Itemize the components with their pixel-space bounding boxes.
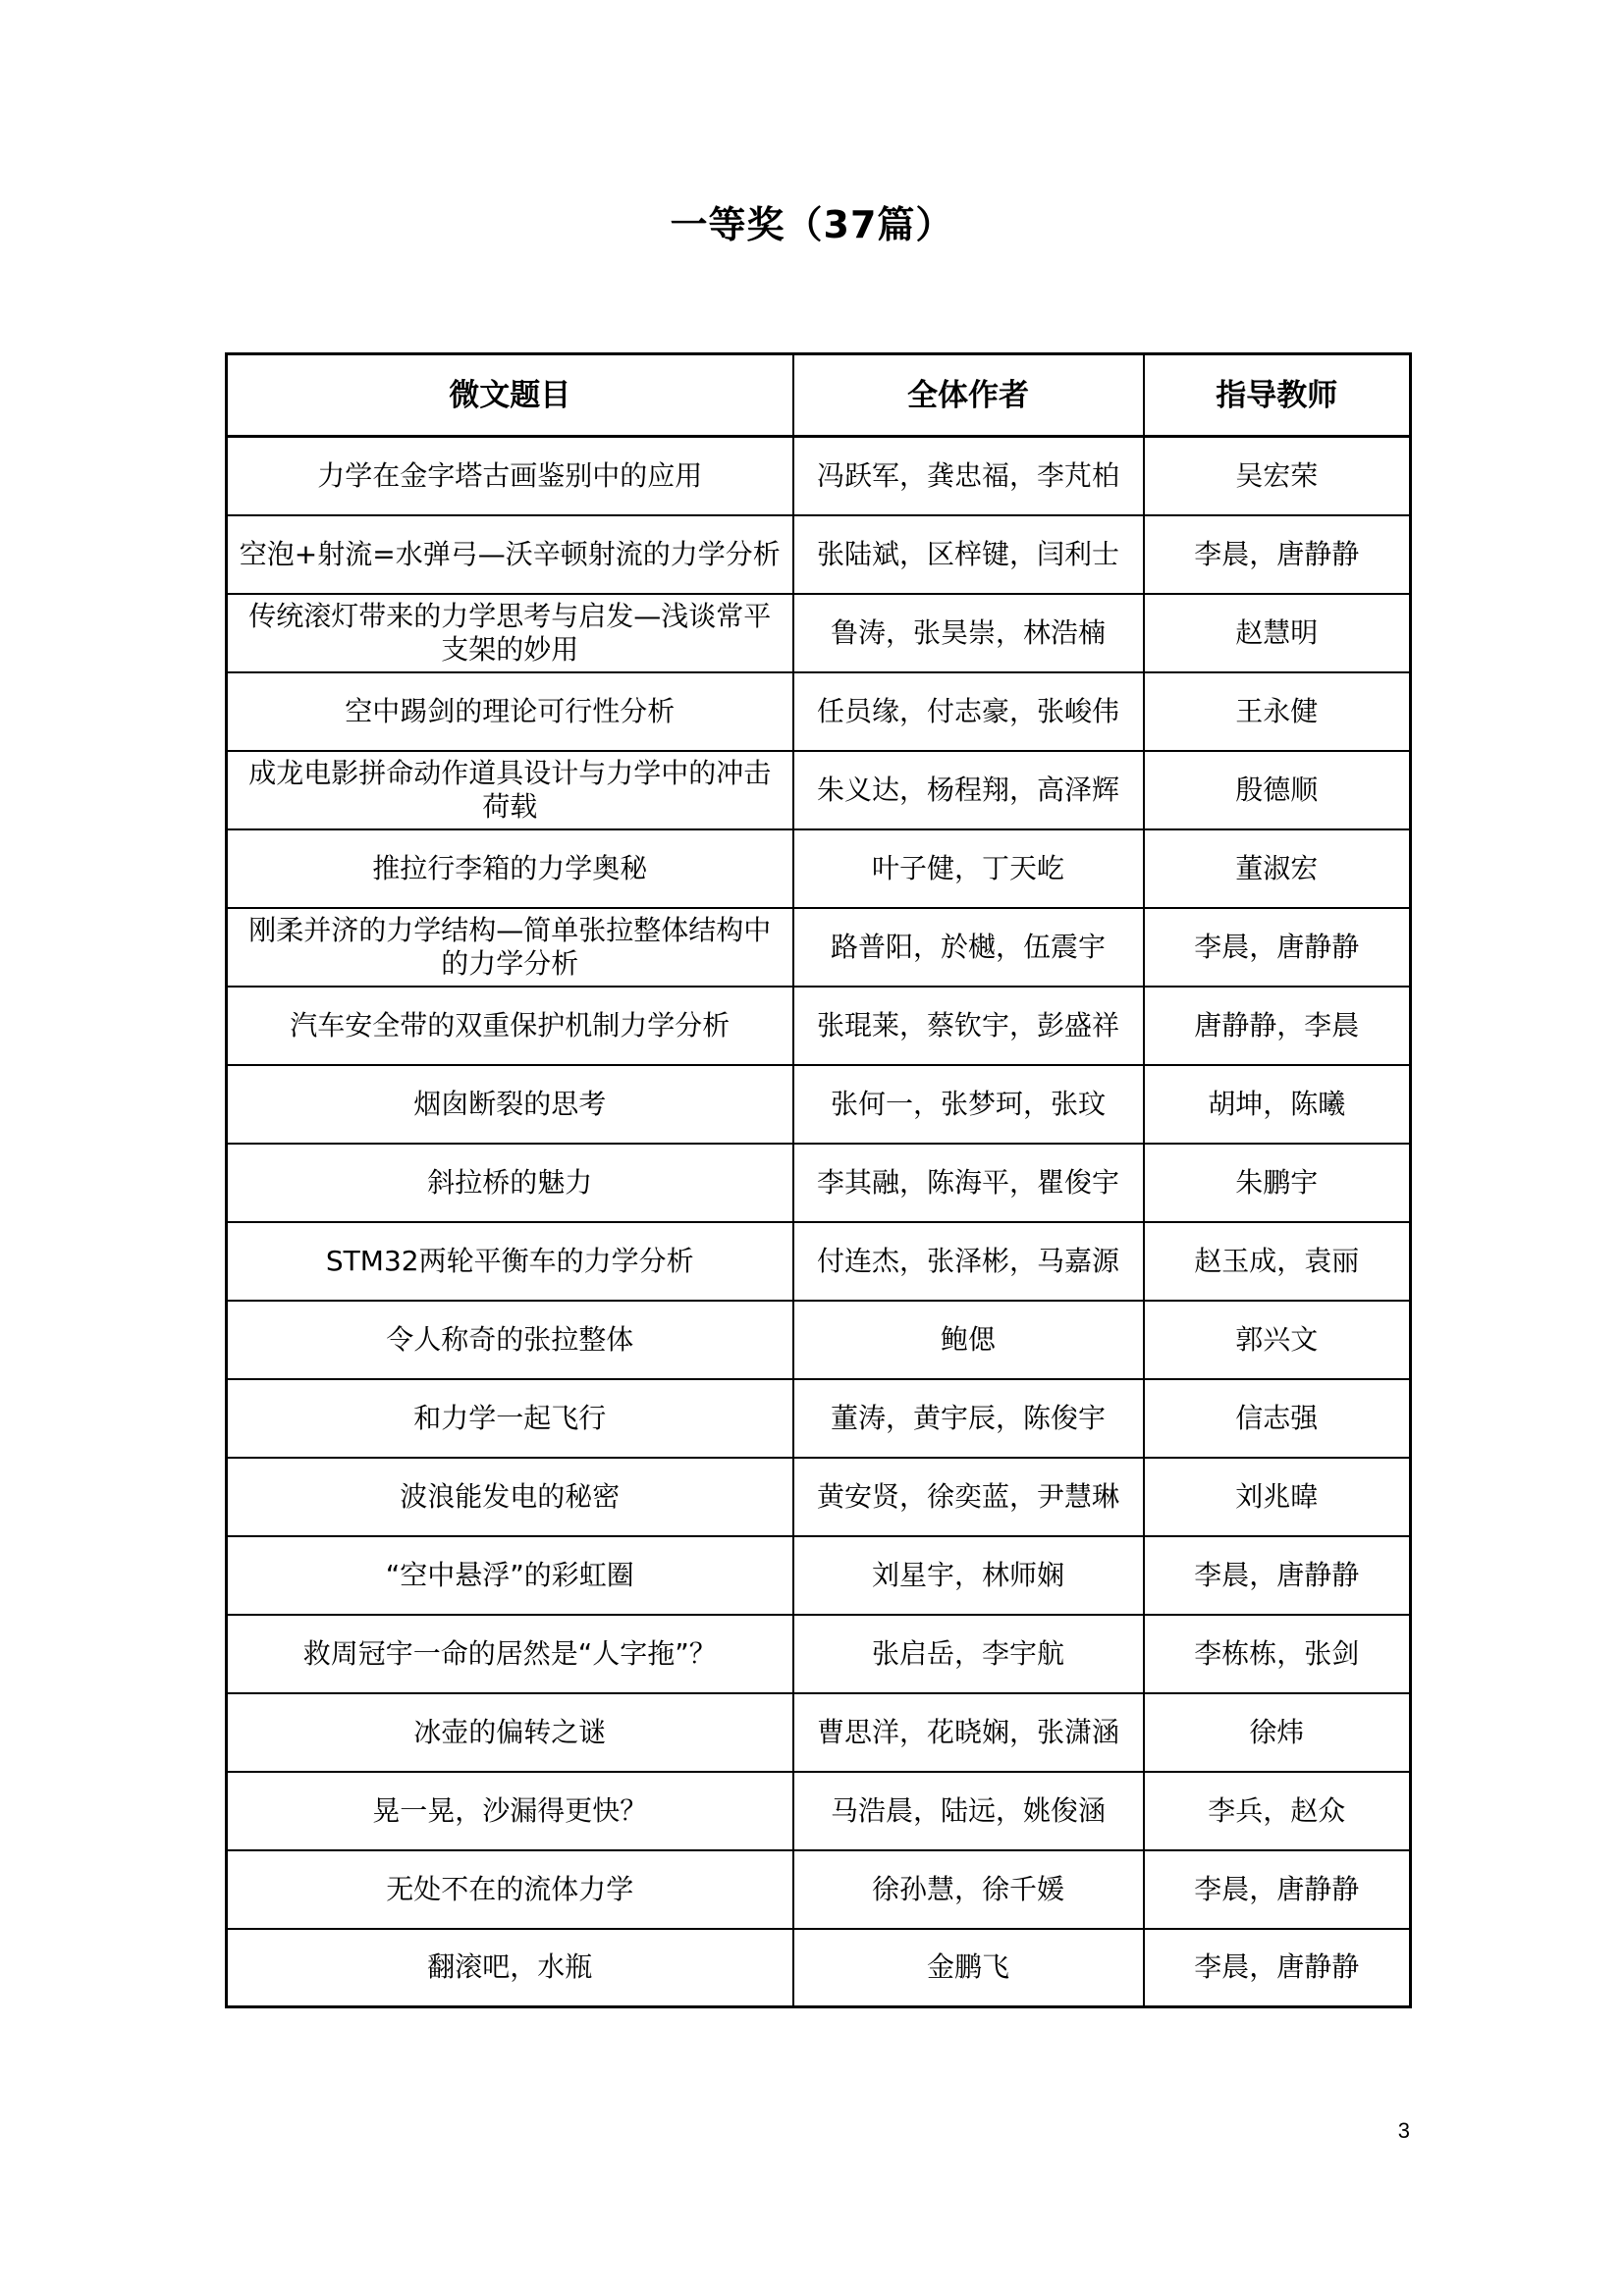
cell-advisor: 李晨，唐静静 — [1144, 1536, 1411, 1615]
cell-authors: 董涛，黄宇辰，陈俊宇 — [793, 1379, 1144, 1458]
cell-authors: 朱义达，杨程翔，高泽辉 — [793, 751, 1144, 829]
table-row — [227, 1222, 1411, 1301]
cell-title: 力学在金字塔古画鉴别中的应用 — [227, 437, 793, 515]
cell-title: 空泡+射流=水弹弓—沃辛顿射流的力学分析 — [227, 515, 793, 594]
cell-advisor: 李兵，赵众 — [1144, 1772, 1411, 1850]
table-row — [227, 829, 1411, 908]
cell-advisor: 李晨，唐静静 — [1144, 515, 1411, 594]
cell-authors: 马浩晨，陆远，姚俊涵 — [793, 1772, 1144, 1850]
cell-advisor: 唐静静，李晨 — [1144, 987, 1411, 1065]
cell-title: 无处不在的流体力学 — [227, 1850, 793, 1929]
cell-authors: 张琨莱，蔡钦宇，彭盛祥 — [793, 987, 1144, 1065]
table-row — [227, 1929, 1411, 2007]
header-advisor: 指导教师 — [1144, 354, 1411, 437]
cell-advisor: 赵玉成，袁丽 — [1144, 1222, 1411, 1301]
cell-advisor: 赵慧明 — [1144, 594, 1411, 672]
cell-advisor: 董淑宏 — [1144, 829, 1411, 908]
cell-authors: 冯跃军，龚忠福，李芃柏 — [793, 437, 1144, 515]
cell-title: 令人称奇的张拉整体 — [227, 1301, 793, 1379]
cell-title: 救周冠宇一命的居然是“人字拖”？ — [227, 1615, 793, 1693]
cell-advisor: 郭兴文 — [1144, 1301, 1411, 1379]
cell-advisor: 李晨，唐静静 — [1144, 1929, 1411, 2007]
cell-authors: 曹思洋，花晓娴，张潇涵 — [793, 1693, 1144, 1772]
cell-authors: 黄安贤，徐奕蓝，尹慧琳 — [793, 1458, 1144, 1536]
cell-title: 空中踢剑的理论可行性分析 — [227, 672, 793, 751]
cell-authors: 徐孙慧，徐千媛 — [793, 1850, 1144, 1929]
cell-authors: 张何一，张梦珂，张玟 — [793, 1065, 1144, 1144]
table-row — [227, 1615, 1411, 1693]
cell-advisor: 刘兆暐 — [1144, 1458, 1411, 1536]
cell-authors: 张陆斌，区梓键，闫利士 — [793, 515, 1144, 594]
cell-advisor: 徐炜 — [1144, 1693, 1411, 1772]
table-body — [227, 437, 1411, 2007]
cell-authors: 金鹏飞 — [793, 1929, 1144, 2007]
table-row — [227, 1144, 1411, 1222]
table-header-row — [227, 354, 1411, 437]
cell-authors: 鲍偲 — [793, 1301, 1144, 1379]
table-row — [227, 1772, 1411, 1850]
cell-authors: 李其融，陈海平，瞿俊宇 — [793, 1144, 1144, 1222]
cell-title: 冰壶的偏转之谜 — [227, 1693, 793, 1772]
cell-authors: 路普阳，於樾，伍震宇 — [793, 908, 1144, 987]
cell-advisor: 李晨，唐静静 — [1144, 1850, 1411, 1929]
cell-title: STM32两轮平衡车的力学分析 — [227, 1222, 793, 1301]
table-row — [227, 1458, 1411, 1536]
cell-advisor: 吴宏荣 — [1144, 437, 1411, 515]
table-row — [227, 987, 1411, 1065]
cell-advisor: 朱鹏宇 — [1144, 1144, 1411, 1222]
cell-title: 推拉行李箱的力学奥秘 — [227, 829, 793, 908]
table-row — [227, 1379, 1411, 1458]
table-row — [227, 594, 1411, 672]
table-row — [227, 751, 1411, 829]
cell-authors: 叶子健，丁天屹 — [793, 829, 1144, 908]
cell-advisor: 殷德顺 — [1144, 751, 1411, 829]
cell-advisor: 胡坤，陈曦 — [1144, 1065, 1411, 1144]
cell-title: 和力学一起飞行 — [227, 1379, 793, 1458]
cell-title: 晃一晃，沙漏得更快？ — [227, 1772, 793, 1850]
cell-advisor: 王永健 — [1144, 672, 1411, 751]
page-title: 一等奖（37篇） — [670, 203, 954, 246]
table-row — [227, 1065, 1411, 1144]
cell-title: 成龙电影拼命动作道具设计与力学中的冲击荷载 — [227, 751, 793, 829]
cell-authors: 鲁涛，张昊崇，林浩楠 — [793, 594, 1144, 672]
header-authors: 全体作者 — [793, 354, 1144, 437]
cell-advisor: 李晨，唐静静 — [1144, 908, 1411, 987]
cell-title: 斜拉桥的魅力 — [227, 1144, 793, 1222]
page-number: 3 — [1397, 2118, 1410, 2143]
table-row — [227, 672, 1411, 751]
cell-advisor: 信志强 — [1144, 1379, 1411, 1458]
table-row — [227, 1536, 1411, 1615]
cell-title: “空中悬浮”的彩虹圈 — [227, 1536, 793, 1615]
awards-table — [225, 352, 1412, 2008]
cell-authors: 付连杰，张泽彬，马嘉源 — [793, 1222, 1144, 1301]
table-row — [227, 515, 1411, 594]
table-row — [227, 1693, 1411, 1772]
cell-authors: 张启岳，李宇航 — [793, 1615, 1144, 1693]
table-row — [227, 908, 1411, 987]
cell-authors: 任员缘，付志豪，张峻伟 — [793, 672, 1144, 751]
table-row — [227, 1850, 1411, 1929]
cell-title: 波浪能发电的秘密 — [227, 1458, 793, 1536]
cell-title: 刚柔并济的力学结构—简单张拉整体结构中的力学分析 — [227, 908, 793, 987]
cell-advisor: 李栋栋，张剑 — [1144, 1615, 1411, 1693]
cell-title: 翻滚吧，水瓶 — [227, 1929, 793, 2007]
table-row — [227, 437, 1411, 515]
table-row — [227, 1301, 1411, 1379]
cell-title: 传统滚灯带来的力学思考与启发—浅谈常平支架的妙用 — [227, 594, 793, 672]
cell-title: 烟囱断裂的思考 — [227, 1065, 793, 1144]
cell-authors: 刘星宇，林师娴 — [793, 1536, 1144, 1615]
header-title: 微文题目 — [227, 354, 793, 437]
cell-title: 汽车安全带的双重保护机制力学分析 — [227, 987, 793, 1065]
